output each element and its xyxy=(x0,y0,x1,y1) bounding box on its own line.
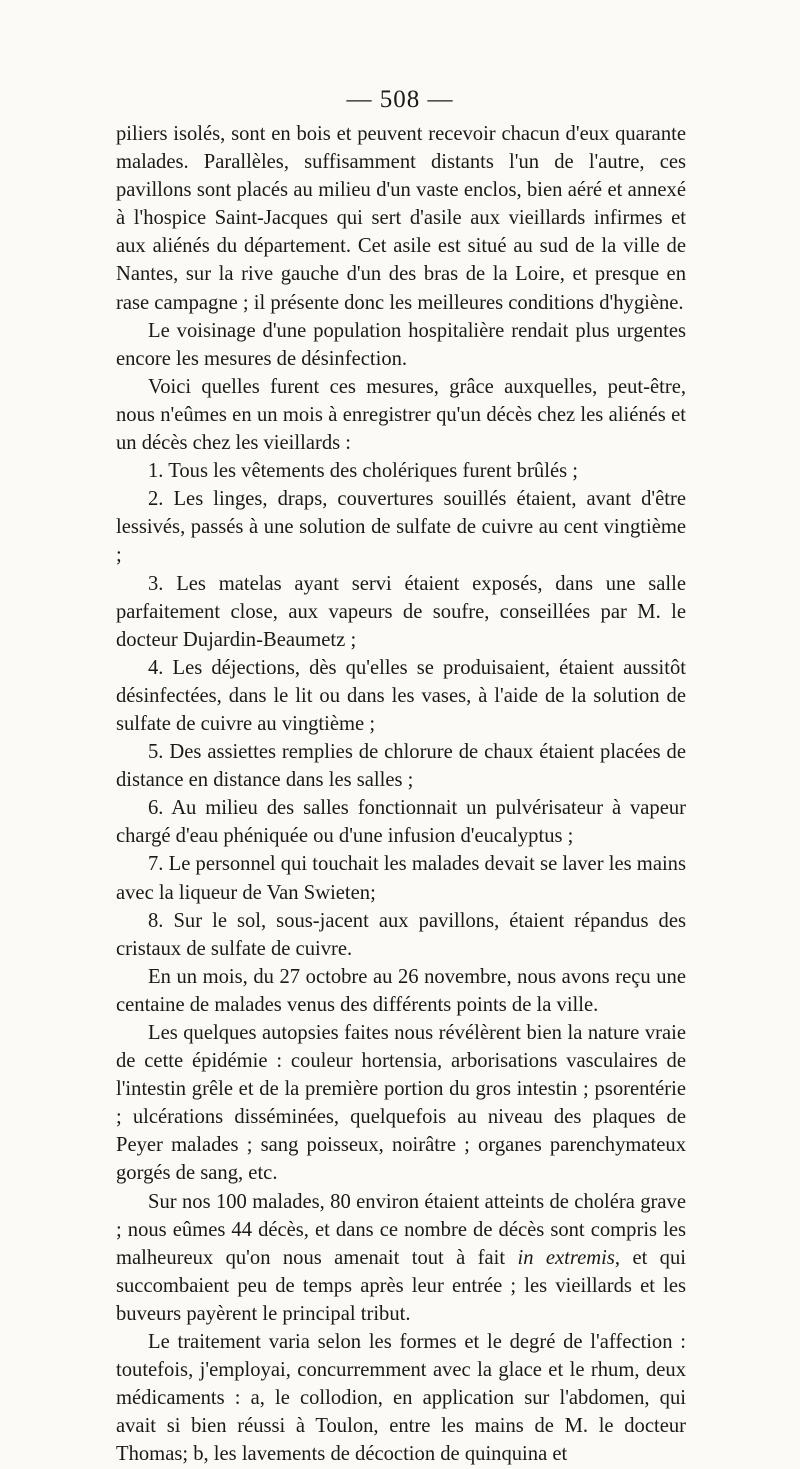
list-item: 7. Le personnel qui touchait les malades devait se laver les mains avec la liqueur de Van Swieten; xyxy=(116,853,686,904)
body-text xyxy=(116,120,686,1469)
list-item: 8. Sur le sol, sous-jacent aux pavillons, étaient répandus des cristaux de sulfate de cuivre. xyxy=(116,909,686,960)
paragraph-text: Sur nos 100 malades, 80 environ étaient atteints de choléra grave ; nous eûmes 44 décès, et dans ce nombre de décès sont compris les malheureux qu'on nous amenait tout à fait xyxy=(116,1190,686,1269)
list-item: 3. Les matelas ayant servi étaient exposés, dans une salle parfaitement close, aux vapeurs de soufre, conseillées par M. le docteur Dujardin-Beaumetz ; xyxy=(116,572,686,651)
paragraph: Les quelques autopsies faites nous révélèrent bien la nature vraie de cette épidémie : couleur hortensia, arborisations vasculaires de l'intestin grêle et de la première portion du gros intestin ; psorentérie ; ulcérations disséminées, quelquefois au niveau des plaques de Peyer malades ; sang poisseux, noirâtre ; organes parenchymateux gorgés de sang, etc. xyxy=(116,1022,686,1185)
list-item: 1. Tous les vêtements des cholériques furent brûlés ; xyxy=(148,460,578,483)
list-item: 4. Les déjections, dès qu'elles se produisaient, étaient aussitôt désinfectées, dans le lit ou dans les vases, à l'aide de la solution de sulfate de cuivre au vingtième ; xyxy=(116,656,686,735)
list-item: 6. Au milieu des salles fonctionnait un pulvérisateur à vapeur chargé d'eau phéniquée ou d'une infusion d'eucalyptus ; xyxy=(116,797,686,848)
paragraph: piliers isolés, sont en bois et peuvent recevoir chacun d'eux quarante malades. Parallèles, suffisamment distants l'un de l'autre, ces pavillons sont placés au milieu d'un vaste enclos, bien aéré et annexé à l'hospice Saint-Jacques qui sert d'asile aux vieillards infirmes et aux aliénés du département. Cet asile est situé au sud de la ville de Nantes, sur la rive gauche d'un des bras de la Loire, et presque en rase campagne ; il présente donc les meilleures conditions d'hygiène. xyxy=(116,123,686,314)
paragraph-text: , et qui succombaient peu de temps après leur entrée ; les vieillards et les buveurs payèrent le principal tribut. xyxy=(116,1246,686,1325)
paragraph: En un mois, du 27 octobre au 26 novembre, nous avons reçu une centaine de malades venus des différents points de la ville. xyxy=(116,965,686,1016)
list-item: 5. Des assiettes remplies de chlorure de chaux étaient placées de distance en distance dans les salles ; xyxy=(116,741,686,792)
paragraph: Voici quelles furent ces mesures, grâce auxquelles, peut-être, nous n'eûmes en un mois à enregistrer qu'un décès chez les aliénés et un décès chez les vieillards : xyxy=(116,375,686,455)
paragraph xyxy=(116,1188,686,1328)
paragraph: Le voisinage d'une population hospitalière rendait plus urgentes encore les mesures de désinfection. xyxy=(116,319,686,370)
italic-phrase: in extremis xyxy=(517,1246,615,1269)
page-number: — 508 — xyxy=(346,86,454,113)
list-item: 2. Les linges, draps, couvertures souillés étaient, avant d'être lessivés, passés à une solution de sulfate de cuivre au cent vingtième ; xyxy=(116,488,686,567)
paragraph: Le traitement varia selon les formes et le degré de l'affection : toutefois, j'employai, concurremment avec la glace et le rhum, deux médicaments : a, le collodion, en application sur l'abdomen, qui avait si bien réussi à Toulon, entre les mains de M. le docteur Thomas; b, les lavements de décoction de quinquina et xyxy=(116,1331,686,1466)
